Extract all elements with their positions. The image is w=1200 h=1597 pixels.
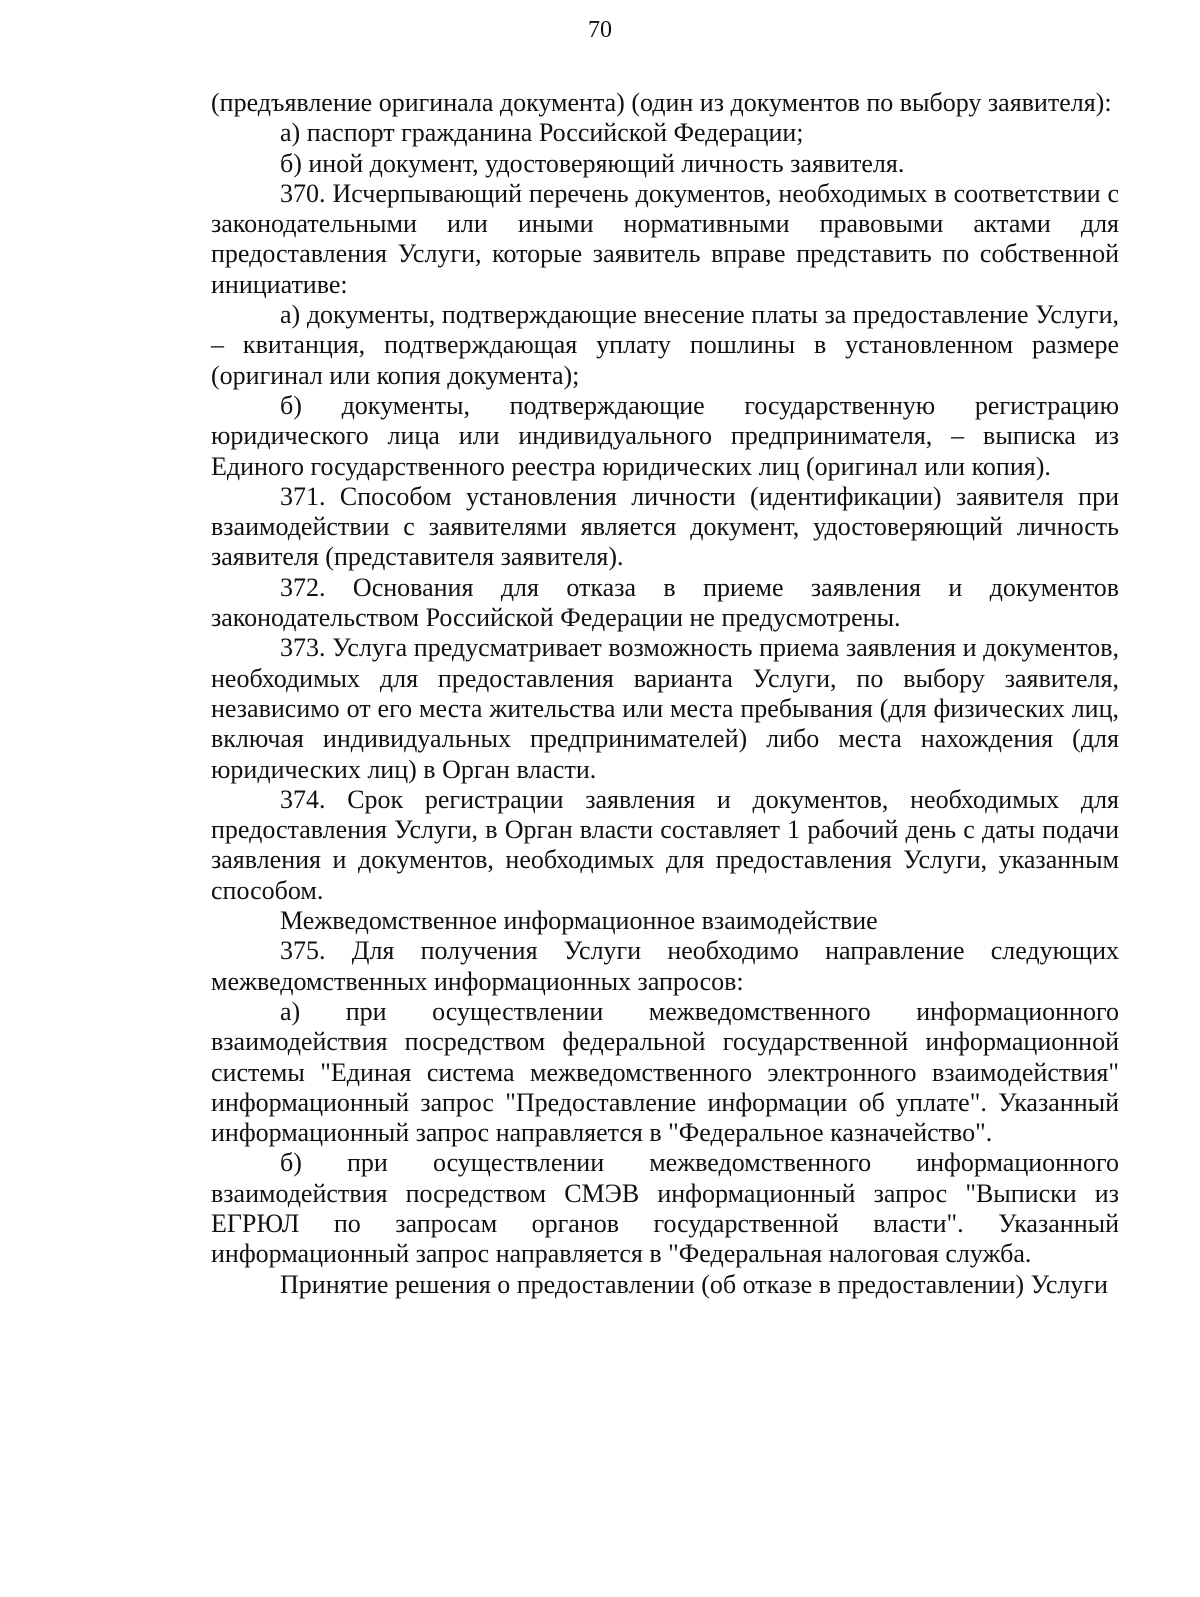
section-heading-interagency: Межведомственное информационное взаимодействие xyxy=(280,906,878,936)
document-body xyxy=(211,88,1119,1300)
paragraph-370-item-a: а) документы, подтверждающие внесение платы за предоставление Услуги, – квитанция, подтверждающая уплату пошлины в установленном размере (оригинал или копия документа); xyxy=(211,300,1119,390)
paragraph-item-a-passport: а) паспорт гражданина Российской Федерации; xyxy=(280,118,804,148)
paragraph-370-item-b: б) документы, подтверждающие государственную регистрацию юридического лица или индивидуального предпринимателя, – выписка из Единого государственного реестра юридических лиц (оригинал или копия). xyxy=(211,390,1119,481)
paragraph-375: 375. Для получения Услуги необходимо направление следующих межведомственных информационных запросов: xyxy=(211,936,1119,996)
paragraph-documents-intro: (предъявление оригинала документа) (один из документов по выбору заявителя): xyxy=(211,88,1112,117)
paragraph-375-item-b: б) при осуществлении межведомственного информационного взаимодействия посредством СМЭВ информационный запрос "Выписки из ЕГРЮЛ по запросам органов государственной власти". Указанный информационный запрос направляется в "Федеральная налоговая служба. xyxy=(211,1148,1119,1269)
paragraph-372: 372. Основания для отказа в приеме заявления и документов законодательством Российской Федерации не предусмотрены. xyxy=(211,572,1119,633)
paragraph-374: 374. Срок регистрации заявления и документов, необходимых для предоставления Услуги, в Орган власти составляет 1 рабочий день с даты подачи заявления и документов, необходимых для предоставления Услуги, указанным способом. xyxy=(211,784,1119,905)
paragraph-370: 370. Исчерпывающий перечень документов, необходимых в соответствии с законодательными или иными нормативными правовыми актами для предоставления Услуги, которые заявитель вправе представить по собственной инициативе: xyxy=(211,178,1119,299)
paragraph-item-b-other-id: б) иной документ, удостоверяющий личность заявителя. xyxy=(280,148,905,178)
paragraph-371: 371. Способом установления личности (идентификации) заявителя при взаимодействии с заявителями является документ, удостоверяющий личность заявителя (представителя заявителя). xyxy=(211,481,1119,572)
page-number: 70 xyxy=(588,17,612,43)
section-heading-decision: Принятие решения о предоставлении (об отказе в предоставлении) Услуги xyxy=(280,1269,1108,1299)
paragraph-373: 373. Услуга предусматривает возможность приема заявления и документов, необходимых для предоставления варианта Услуги, по выбору заявителя, независимо от его места жительства или места пребывания (для физических лиц, включая индивидуальных предпринимателей) либо места нахождения (для юридических лиц) в Орган власти. xyxy=(211,633,1119,784)
paragraph-375-item-a: а) при осуществлении межведомственного информационного взаимодействия посредством федеральной государственной информационной системы "Единая система межведомственного электронного взаимодействия" информационный запрос "Предоставление информации об уплате". Указанный информационный запрос направляется в "Федеральное казначейство". xyxy=(211,996,1119,1148)
